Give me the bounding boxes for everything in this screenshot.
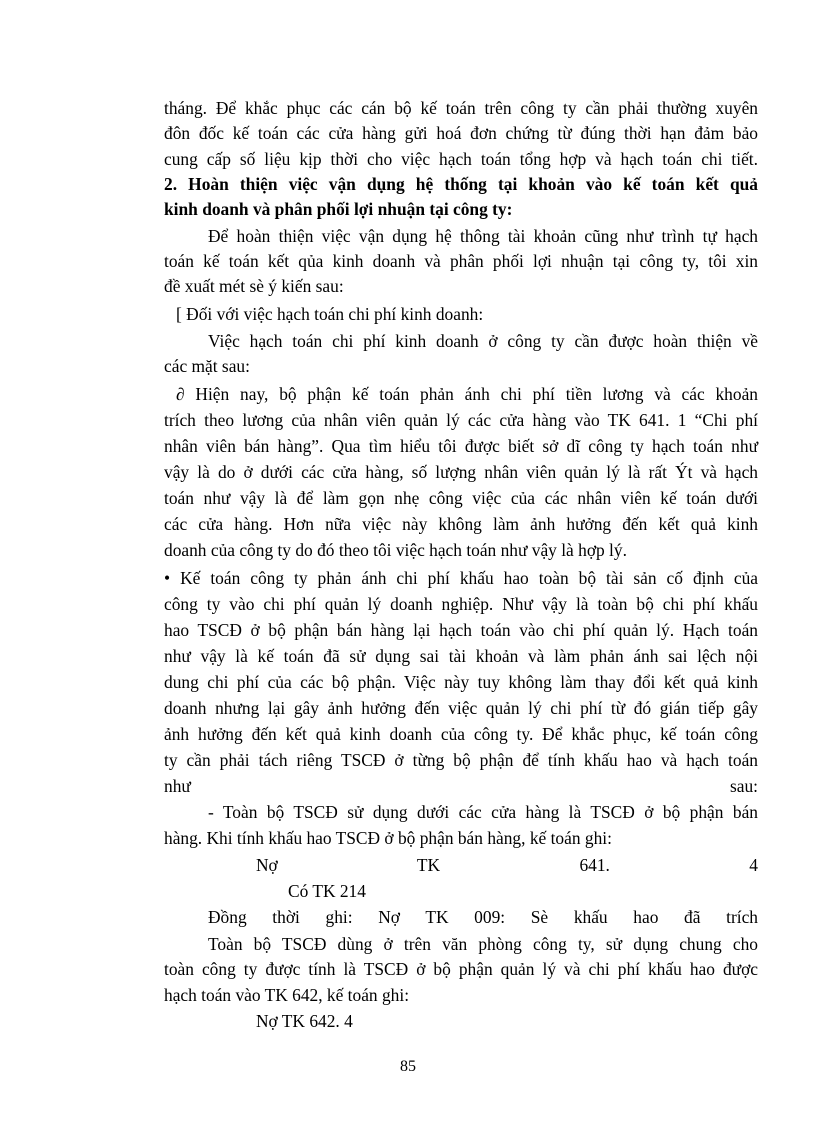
text-line: cung cấp số liệu kịp thời cho việc hạch toán tổng hợp và hạch toán chi tiết.: [164, 149, 758, 169]
journal-entry-credit: Có TK 214: [288, 881, 366, 901]
text-line: như vậy là kế toán đã sử dụng sai tài khoản và làm phản ánh sai lệch nội: [164, 646, 758, 666]
text-line: đôn đốc kế toán các cửa hàng gửi hoá đơn chứng từ đúng thời hạn đảm bảo: [164, 123, 758, 143]
text-line: doanh nhưng lại gây ảnh hưởng đến việc quản lý chi phí từ đó gián tiếp gây: [164, 698, 758, 718]
text-line: hạch toán vào TK 642, kế toán ghi:: [164, 985, 410, 1005]
text-line: doanh của công ty do đó theo tôi việc hạch toán như vậy là hợp lý.: [164, 540, 627, 560]
text-line: hàng. Khi tính khấu hao TSCĐ ở bộ phận bán hàng, kế toán ghi:: [164, 828, 612, 848]
section-heading: 2. Hoàn thiện việc vận dụng hệ thống tại khoản vào kế toán kết quả: [164, 174, 758, 194]
text-line: - Toàn bộ TSCĐ sử dụng dưới các cửa hàng là TSCĐ ở bộ phận bán: [208, 802, 758, 822]
text-line: ty cần phải tách riêng TSCĐ ở từng bộ phận để tính khấu hao và hạch toán: [164, 750, 758, 770]
journal-entry-debit: Nợ TK 642. 4: [256, 1011, 353, 1031]
text-line: [ Đối với việc hạch toán chi phí kinh doanh:: [176, 304, 484, 324]
text-line: toàn công ty được tính là TSCĐ ở bộ phận quản lý và chi phí khấu hao được: [164, 959, 758, 979]
text-line: • Kế toán công ty phản ánh chi phí khấu hao toàn bộ tài sản cố định của: [164, 568, 758, 588]
text-line: Đồng thời ghi: Nợ TK 009: Sè khấu hao đã trích: [208, 907, 758, 927]
text-line: ảnh hưởng đến kết quả kinh doanh của công ty. Để khắc phục, kế toán công: [164, 724, 758, 744]
text-line: ∂ Hiện nay, bộ phận kế toán phản ánh chi phí tiền lương và các khoản: [176, 384, 758, 404]
text-line: dung chi phí của các bộ phận. Việc này tuy không làm thay đổi kết quả kinh: [164, 672, 758, 692]
text-line: toán như vậy là để làm gọn nhẹ công việc của các nhân viên kế toán dưới: [164, 488, 758, 508]
text-line: hao TSCĐ ở bộ phận bán hàng lại hạch toán vào chi phí quản lý. Hạch toán: [164, 620, 758, 640]
text-line: các cửa hàng. Hơn nữa việc này không làm ảnh hưởng đến kết quả kinh: [164, 514, 758, 534]
text-line: Toàn bộ TSCĐ dùng ở trên văn phòng công ty, sử dụng chung cho: [208, 934, 758, 954]
journal-entry-debit: Nợ TK 641. 4: [256, 855, 758, 875]
page-number: 85: [400, 1058, 416, 1075]
text-line: trích theo lương của nhân viên quản lý các cửa hàng vào TK 641. 1 “Chi phí: [164, 410, 758, 430]
text-line: vậy là do ở dưới các cửa hàng, số lượng nhân viên quản lý là rất Ýt và hạch: [164, 462, 758, 482]
text-line: Để hoàn thiện việc vận dụng hệ thông tài khoản cũng như trình tự hạch: [208, 226, 758, 246]
text-line: toán kế toán kết qủa kinh doanh và phân phối lợi nhuận tại công ty, tôi xin: [164, 251, 758, 271]
text-line: công ty vào chi phí quản lý doanh nghiệp. Như vậy là toàn bộ chi phí khấu: [164, 594, 758, 614]
text-line: nhân viên bán hàng”. Qua tìm hiểu tôi được biết sở dĩ công ty hạch toán như: [164, 436, 758, 456]
text-line: như sau:: [164, 776, 758, 796]
text-line: tháng. Để khắc phục các cán bộ kế toán trên công ty cần phải thường xuyên: [164, 98, 758, 118]
text-line: đề xuất mét sè ý kiến sau:: [164, 276, 344, 296]
text-line: Việc hạch toán chi phí kinh doanh ở công ty cần được hoàn thiện về: [208, 331, 758, 351]
text-line: các mặt sau:: [164, 356, 250, 376]
section-heading: kinh doanh và phân phối lợi nhuận tại công ty:: [164, 199, 513, 219]
